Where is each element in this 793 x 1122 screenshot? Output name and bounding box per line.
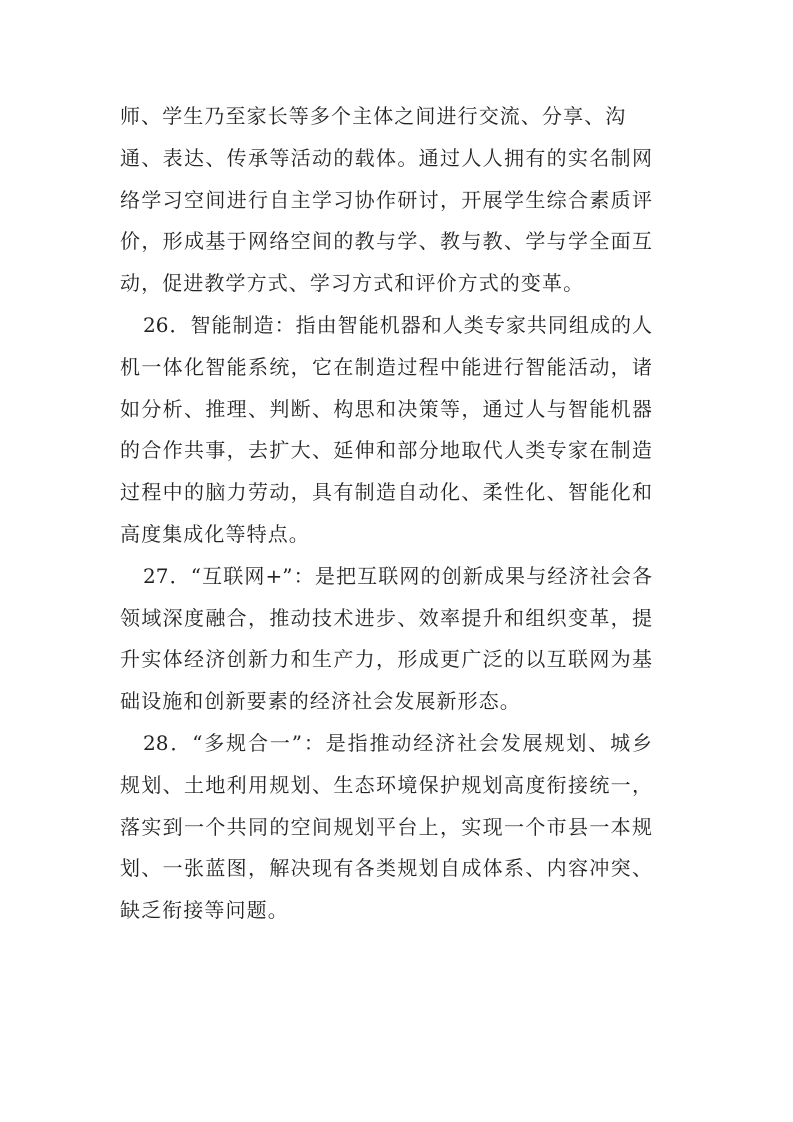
text-line: 动，促进教学方式、学习方式和评价方式的变革。 (120, 271, 585, 296)
paragraph-26-intelligent-manufacturing (120, 305, 652, 556)
text-line: 落实到一个共同的空间规划平台上，实现一个市县一本规 (120, 814, 652, 839)
text-line: 如分析、推理、判断、构思和决策等，通过人与智能机器 (120, 396, 652, 421)
text-line: 价，形成基于网络空间的教与学、教与教、学与学全面互 (120, 229, 652, 254)
text-line: 28．“多规合一”：是指推动经济社会发展规划、城乡 (143, 730, 652, 755)
text-line: 通、表达、传承等活动的载体。通过人人拥有的实名制网 (120, 145, 652, 170)
paragraph-28-multi-plan-integration (120, 723, 652, 932)
text-line: 高度集成化等特点。 (120, 521, 310, 546)
text-line: 础设施和创新要素的经济社会发展新形态。 (120, 689, 521, 714)
text-line: 过程中的脑力劳动，具有制造自动化、柔性化、智能化和 (120, 480, 652, 505)
text-line: 领域深度融合，推动技术进步、效率提升和组织变革，提 (120, 605, 652, 630)
text-line: 的合作共事，去扩大、延伸和部分地取代人类专家在制造 (120, 438, 652, 463)
text-line: 缺乏衔接等问题。 (120, 898, 289, 923)
paragraph-continuation (120, 96, 652, 305)
text-line: 划、一张蓝图，解决现有各类规划自成体系、内容冲突、 (120, 856, 652, 881)
text-line: 升实体经济创新力和生产力，形成更广泛的以互联网为基 (120, 647, 652, 672)
text-line: 27．“互联网+”：是把互联网的创新成果与经济社会各 (143, 563, 652, 588)
document-page (120, 96, 652, 932)
paragraph-27-internet-plus (120, 556, 652, 723)
text-line: 机一体化智能系统，它在制造过程中能进行智能活动，诸 (120, 354, 652, 379)
text-line: 26．智能制造：指由智能机器和人类专家共同组成的人 (143, 312, 652, 337)
text-line: 规划、土地利用规划、生态环境保护规划高度衔接统一， (120, 772, 652, 797)
text-line: 师、学生乃至家长等多个主体之间进行交流、分享、沟 (120, 104, 627, 128)
text-line: 络学习空间进行自主学习协作研讨，开展学生综合素质评 (120, 187, 652, 212)
